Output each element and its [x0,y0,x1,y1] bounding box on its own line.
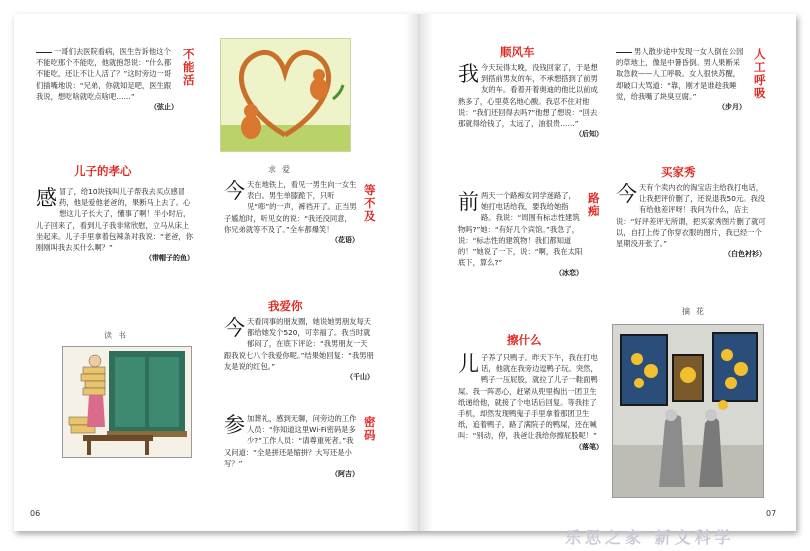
right-story2 [458,190,583,280]
right-story5-author: （白色衬衫） [724,250,766,259]
right-page-number: 07 [766,509,777,518]
left-story4-author: （千山） [346,373,374,382]
left-story1-text: 一哥们去医院看病，医生告诉他这个不能吃那个不能吃，他就抱怨说：“什么都不能吃，还让不让人活了？”这时旁边一哥们插嘴地说：“兄弟，你就知足吧，医生跟我说，想吃啥就吃点啥吧……” [36,47,172,101]
right-story3-lead: 儿 [458,352,479,376]
left-story1 [36,46,178,113]
left-story3-text: 天在地铁上，看见一男生向一女生表白。男生单膝跪下，只听见“嘭”的一声，裤裆开了。正当男子尴尬时，听见女的说：“我还没同意，你兄弟就等不及了。”全车都爆笑！ [224,180,357,234]
left-story4-text: 天看同事的朋友圈，她说她男朋友每天都给她发个520，可幸福了。我当时就郁闷了，在底下评论：“我男朋友一天跟我说七八个我爱你呢。”结果她回复：“我男朋友是说的红包。” [224,317,374,371]
cartoon-flower-image [612,324,764,498]
right-story5-text: 天有个卖内衣的淘宝店主给我打电话，让我把评价删了，还说退我50元。我没有给他差评呀！我问为什么，店主说：“好评差评无所谓，把买家秀图片删了就可以，自打上传了你穿衣服的图片，我已经一个星期没开张了。” [616,183,766,249]
right-story1-author: （后知） [575,130,603,139]
right-story2-lead: 前 [458,190,479,214]
left-story3-author: （花语） [331,236,359,245]
right-story1 [458,62,603,140]
left-story5-lead: 参 [224,413,245,437]
right-story1-title: 顺风车 [500,45,535,59]
right-story1-lead: 我 [458,62,479,86]
cartoon-reading-image [62,346,192,458]
left-story5-text: 加葬礼，感到无聊，问旁边的工作人员：“你知道这里Wi-Fi密码是多少?”工作人员：“请尊重死者。”我又问道：“全是拼还是缩拼？大写还是小写？” [224,414,357,468]
left-story5-author: （阿吉） [331,470,359,479]
left-story4-lead: 今 [224,316,245,340]
right-story3-author: （落笔） [575,442,603,451]
right-story4-author: （步月） [718,103,746,112]
right-story2-title: 路痴 [588,191,600,218]
left-story5-title: 密码 [364,415,376,442]
right-story4-text: 男人散步途中发现一女人倒在公园的草地上，像是中暑昏倒。男人果断采取急救——人工呼吸。女人很快苏醒，却破口大骂道：“靠，刚才是谁趁我睡觉，给我嘴了块臭豆腐。” [616,47,744,101]
right-story5-lead: 今 [616,182,637,206]
left-story5 [224,413,359,480]
cartoon-love-caption: 求爱 [268,165,296,174]
left-story4 [224,316,374,383]
left-story3 [224,179,359,246]
left-story2-lead: 感 [36,186,57,210]
left-story4-title: 我爱你 [268,299,303,313]
right-story3 [458,352,603,453]
right-story4-title: 人工呼吸 [754,47,766,100]
left-story2-title: 儿子的孝心 [74,164,132,178]
left-story2-text: 冒了，给10块钱叫儿子帮我去买点感冒药，他是爱他老爸的，果断马上去了。心想这儿子长大了，懂事了啊！半小时后，儿子回来了，看到儿子我非常欣慰，立马从床上坐起来。儿子手里拿着包辣条对我说：“老爸，你刚刚叫我去买什么啊？” [36,187,194,253]
magazine-spread [14,14,796,531]
right-story1-text: 今天玩得太晚，没钱回家了，于是想到搭前男友的车，不承想搭到了前男友的车。看着开着奥迪的他比以前成熟多了，心里莫名地心酸。我忍不住对他说：“我们还回得去吗?”他想了想说：“回去那就得给钱了，太远了，油很贵……” [458,63,598,129]
right-story2-author: （冰恋） [555,269,583,278]
right-story3-text: 子养了只鸭子。昨天下午，我在打电话，他就在我旁边逗鸭子玩。突然，鸭子一压屁股，就拉了儿子一鞋面鸭屎。我一阵恶心，赶紧从兜里掏出一团卫生纸递给他，就接了个电话后回复。等我挂了手机，却然发现鸭鬼子手里拿着那团卫生纸，追着鸭子，路了满院子的鸭屎，还在喊叫：“别动，停，我爸让我给你擦屁股呢！” [458,353,598,441]
left-story1-title: 不能活 [183,47,195,87]
left-story3-title: 等不及 [364,183,376,223]
watermark: 乐思之家 新文科学 [565,528,735,547]
cartoon-love-image [220,38,351,152]
left-story2-author: （带帽子的鱼） [145,254,194,263]
left-page-number: 06 [30,509,41,518]
cartoon-flower-caption: 摘花 [682,307,710,316]
right-story5-title: 买家秀 [661,165,696,179]
right-story5 [616,182,766,260]
cartoon-reading-caption: 读书 [104,331,132,340]
right-story3-title: 擦什么 [507,333,542,347]
right-story2-text: 两天一个路痴女同学迷路了，她打电话给我，要我给她指路。我说：“周围有标志性建筑物吗?”她：“有好几个宾馆。”我急了，说：“标志性的建筑物！我们都知道的！”她说了一下，说：“啊，我在太阳底下，算么?” [458,191,583,268]
left-story3-lead: 今 [224,179,245,203]
left-story2 [36,186,194,264]
left-story1-author: （弦止） [150,103,178,112]
right-story4 [616,46,746,113]
page-gutter [405,14,433,531]
